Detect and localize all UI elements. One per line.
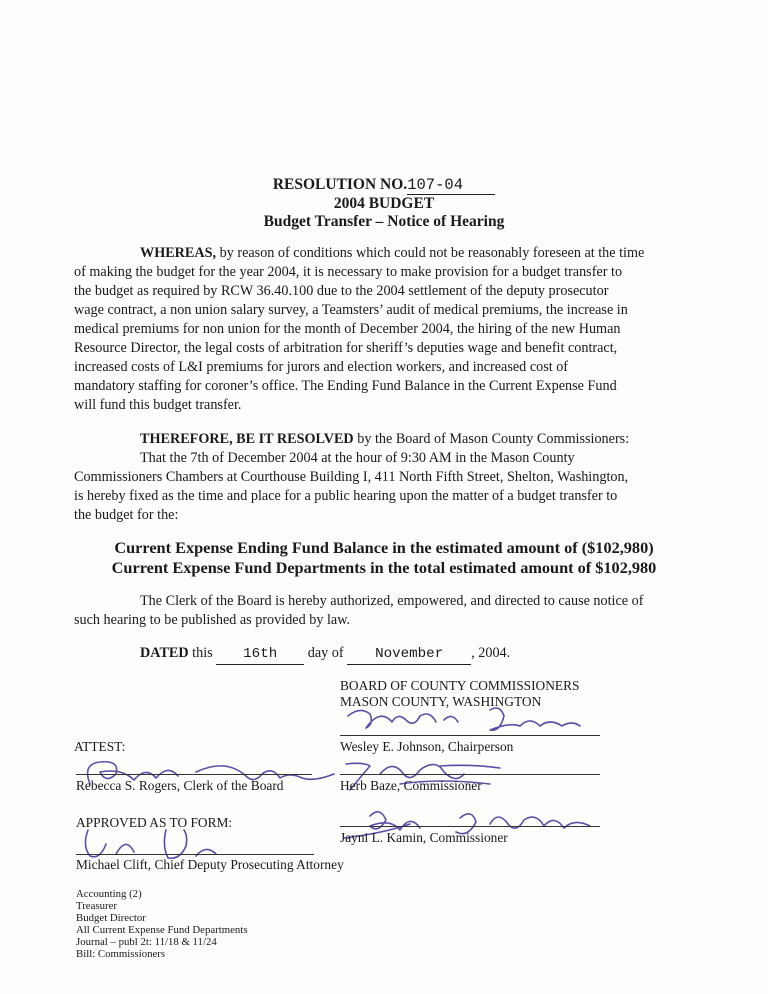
board-line-2: MASON COUNTY, WASHINGTON — [340, 694, 542, 709]
therefore-line: That the 7th of December 2004 at the hour of 9:30 AM in the Mason County — [140, 450, 575, 466]
distribution-item: Accounting (2) — [76, 888, 142, 900]
kamin-signature-line — [340, 826, 600, 827]
budget-year-title: 2004 BUDGET — [333, 195, 435, 212]
approved-label: APPROVED AS TO FORM: — [76, 815, 233, 830]
clerk-notice-paragraph — [74, 592, 714, 630]
whereas-line: wage contract, a non union salary survey, a Teamsters’ audit of medical premiums, the increase in — [74, 302, 628, 318]
whereas-line: will fund this budget transfer. — [74, 397, 242, 413]
whereas-line: of making the budget for the year 2004, it is necessary to make provision for a budget transfer to — [74, 264, 623, 280]
johnson-signature-line — [340, 735, 600, 736]
dated-year: , 2004. — [471, 645, 511, 661]
resolution-label: RESOLUTION NO. — [272, 176, 408, 193]
distribution-item: Journal – publ 2t: 11/18 & 11/24 — [76, 936, 217, 948]
johnson-signature-icon — [340, 702, 640, 738]
johnson-name: Wesley E. Johnson, Chairperson — [340, 739, 514, 754]
dated-day-value: 16th — [216, 645, 304, 665]
resolution-title — [0, 176, 768, 195]
therefore-paragraph — [74, 430, 714, 525]
clift-signature-line — [76, 854, 314, 855]
whereas-line: mandatory staffing for coroner’s office. The Ending Fund Balance in the Current Expense Fund — [74, 378, 617, 394]
therefore-line: is hereby fixed as the time and place for a public hearing upon the matter of a budget transfer to — [74, 488, 618, 504]
distribution-item: Treasurer — [76, 900, 117, 912]
baze-name: Herb Baze, Commissioner — [340, 778, 482, 793]
whereas-paragraph — [74, 244, 714, 415]
baze-signature-line — [340, 774, 600, 775]
resolution-number: 107-04 — [407, 176, 495, 195]
distribution-item: Bill: Commissioners — [76, 948, 166, 960]
therefore-lead: THEREFORE, BE IT RESOLVED — [140, 431, 354, 447]
board-line-1: BOARD OF COUNTY COMMISSIONERS — [340, 678, 580, 693]
therefore-line: by the Board of Mason County Commissioners: — [357, 431, 630, 447]
whereas-line: medical premiums for non union for the month of December 2004, the hiring of the new Human — [74, 321, 621, 337]
clerk-name: Rebecca S. Rogers, Clerk of the Board — [76, 778, 284, 793]
fund-departments-line: Current Expense Fund Departments in the total estimated amount of $102,980 — [111, 558, 657, 577]
attest-label: ATTEST: — [74, 739, 126, 754]
dated-month-value: November — [347, 645, 471, 665]
rogers-signature-line — [76, 774, 312, 775]
clerk-notice-line: such hearing to be published as provided by law. — [74, 612, 351, 628]
whereas-line: Resource Director, the legal costs of arbitration for sheriff’s deputies wage and benefit contract, — [74, 340, 618, 356]
kamin-name: Jayni L. Kamin, Commissioner — [340, 830, 508, 845]
document-subtitle: Budget Transfer – Notice of Hearing — [263, 213, 505, 230]
therefore-line: Commissioners Chambers at Courthouse Building I, 411 North Fifth Street, Shelton, Washington, — [74, 469, 629, 485]
whereas-lead: WHEREAS, — [140, 245, 217, 261]
whereas-line: by reason of conditions which could not be reasonably foreseen at the time — [219, 245, 645, 261]
dated-this: this — [192, 645, 213, 661]
attorney-name: Michael Clift, Chief Deputy Prosecuting Attorney — [76, 857, 344, 872]
clerk-notice-line: The Clerk of the Board is hereby authorized, empowered, and directed to cause notice of — [140, 593, 644, 609]
distribution-item: All Current Expense Fund Departments — [76, 924, 248, 936]
dated-day-of: day of — [307, 645, 344, 661]
distribution-list — [76, 888, 248, 960]
distribution-item: Budget Director — [76, 912, 146, 924]
whereas-line: increased costs of L&I premiums for jurors and election workers, and increased cost of — [74, 359, 569, 375]
dated-line — [140, 644, 660, 665]
ending-fund-balance-line: Current Expense Ending Fund Balance in the estimated amount of ($102,980) — [114, 538, 654, 557]
whereas-line: the budget as required by RCW 36.40.100 due to the 2004 settlement of the deputy prosecutor — [74, 283, 609, 299]
dated-label: DATED — [140, 645, 189, 661]
therefore-line: the budget for the: — [74, 507, 179, 523]
